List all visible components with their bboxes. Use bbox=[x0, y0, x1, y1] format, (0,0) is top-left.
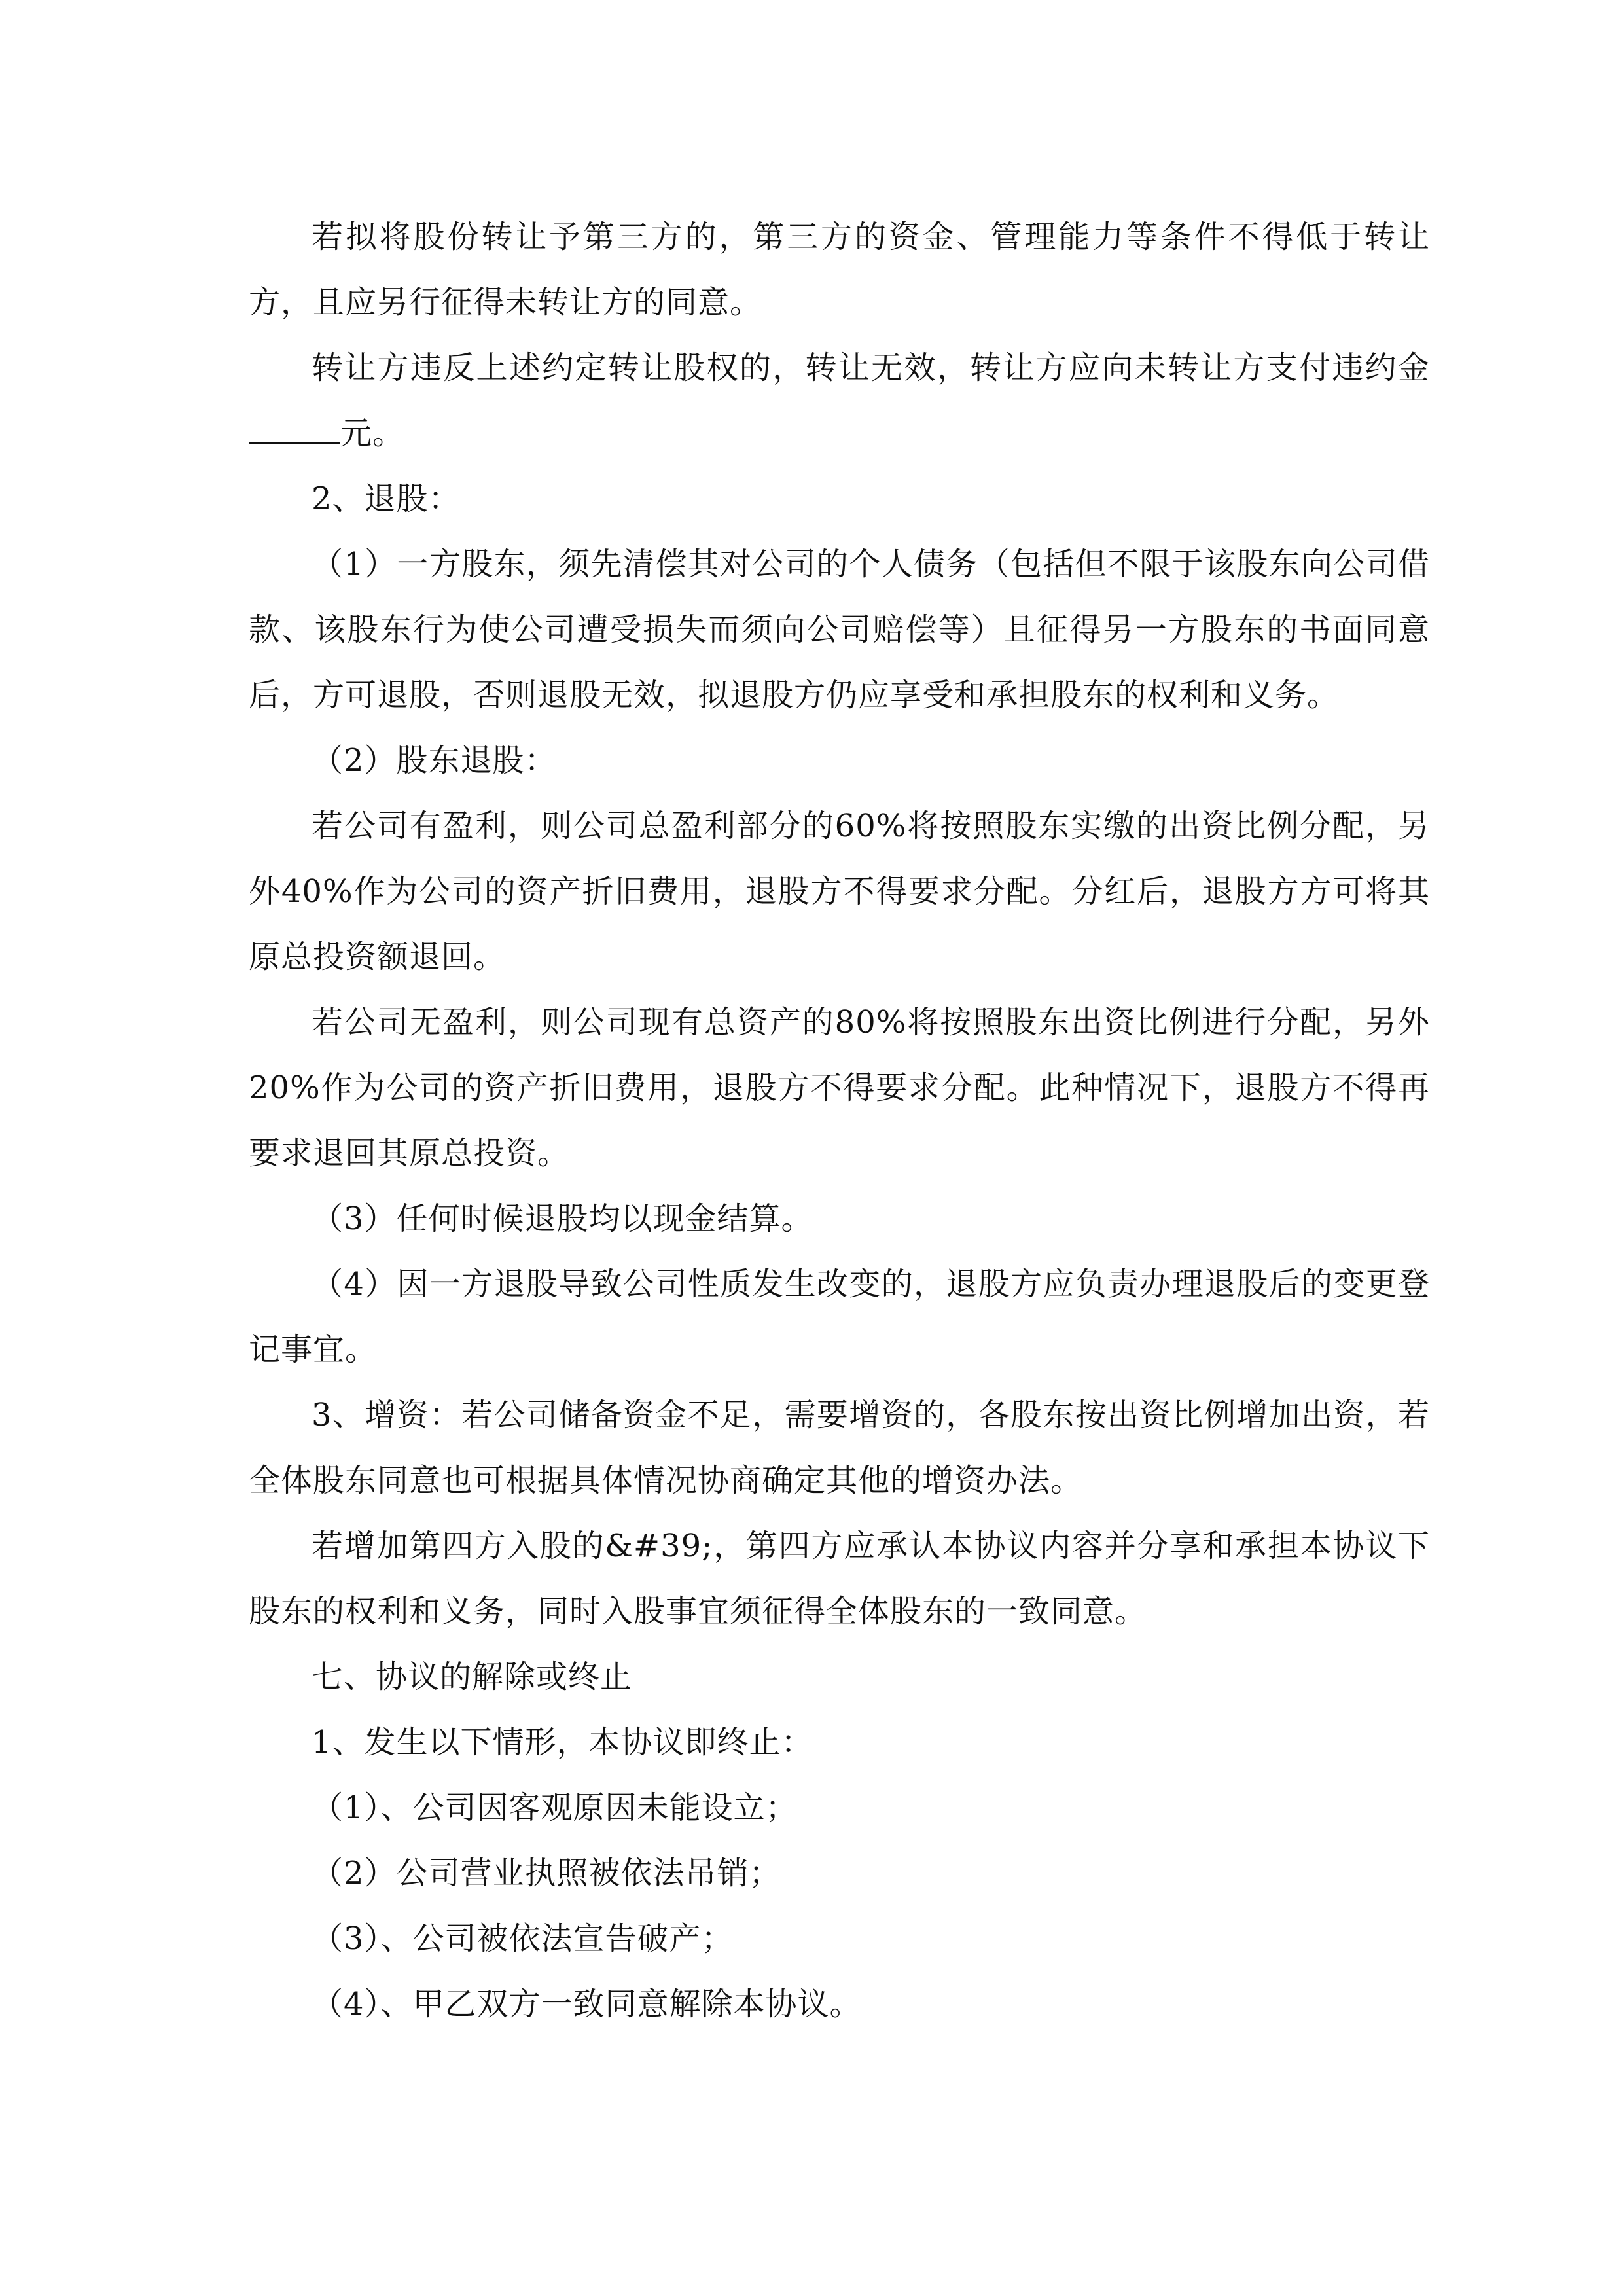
paragraph-termination-conditions: 1、发生以下情形，本协议即终止： bbox=[312, 1724, 813, 1761]
paragraph-fourth-party: 若增加第四方入股的&#39;，第四方应承认本协议内容并分享和承担本协议下股东的权利和义务，同时入股事宜须征得全体股东的一致同意。 bbox=[249, 1528, 1430, 1630]
paragraph-withdrawal-2-heading: （2）股东退股： bbox=[312, 742, 557, 779]
paragraph-no-profit-case: 若公司无盈利，则公司现有总资产的80%将按照股东出资比例进行分配，另外20%作为公司的资产折旧费用，退股方不得要求分配。此种情况下，退股方不得再要求退回其原总投资。 bbox=[249, 1004, 1430, 1172]
heading-termination: 七、协议的解除或终止 bbox=[312, 1659, 633, 1695]
paragraph-breach-penalty bbox=[249, 335, 1430, 466]
paragraph-capital-increase: 3、增资：若公司储备资金不足，需要增资的，各股东按出资比例增加出资，若全体股东同意也可根据具体情况协商确定其他的增资办法。 bbox=[249, 1397, 1430, 1499]
paragraph-withdrawal-1: （1）一方股东，须先清偿其对公司的个人债务（包括但不限于该股东向公司借款、该股东行为使公司遭受损失而须向公司赔偿等）且征得另一方股东的书面同意后，方可退股，否则退股无效，拟退股方仍应享受和承担股东的权利和义务。 bbox=[249, 546, 1430, 713]
document-body bbox=[249, 204, 1430, 2037]
paragraph-withdrawal-4: （4）因一方退股导致公司性质发生改变的，退股方应负责办理退股后的变更登记事宜。 bbox=[249, 1266, 1430, 1368]
termination-item-4: （4）、甲乙双方一致同意解除本协议。 bbox=[312, 1986, 862, 2022]
paragraph-profit-case: 若公司有盈利，则公司总盈利部分的60%将按照股东实缴的出资比例分配，另外40%作为公司的资产折旧费用，退股方不得要求分配。分红后，退股方方可将其原总投资额退回。 bbox=[249, 808, 1430, 975]
termination-item-1: （1）、公司因客观原因未能设立； bbox=[312, 1789, 798, 1826]
breach-penalty-text: 转让方违反上述约定转让股权的，转让无效，转让方应向未转让方支付违约金 bbox=[312, 350, 1430, 386]
heading-withdrawal: 2、退股： bbox=[312, 480, 461, 517]
penalty-amount-blank bbox=[249, 416, 340, 444]
paragraph-share-transfer-third-party: 若拟将股份转让予第三方的，第三方的资金、管理能力等条件不得低于转让方，且应另行征得未转让方的同意。 bbox=[249, 219, 1430, 321]
termination-item-3: （3）、公司被依法宣告破产； bbox=[312, 1920, 734, 1957]
breach-penalty-unit: 元。 bbox=[340, 415, 405, 452]
paragraph-withdrawal-3: （3）任何时候退股均以现金结算。 bbox=[312, 1200, 813, 1237]
termination-item-2: （2）公司营业执照被依法吊销； bbox=[312, 1855, 781, 1892]
